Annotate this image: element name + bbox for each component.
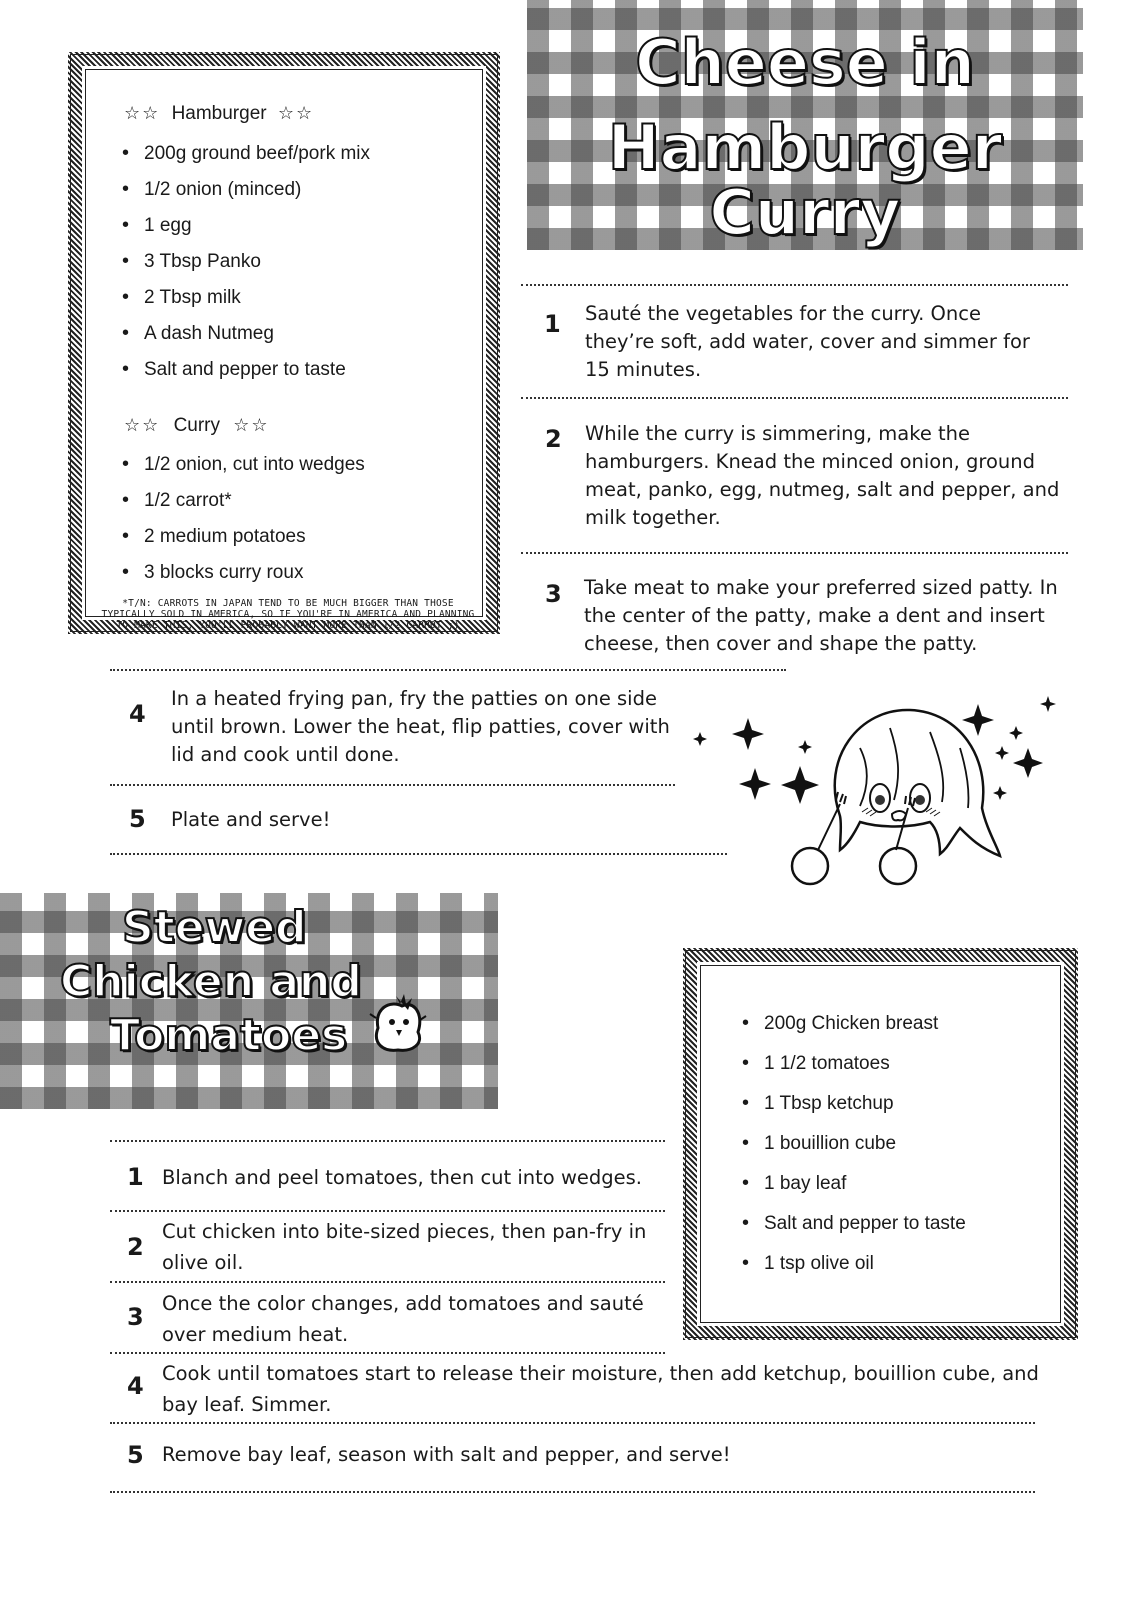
- list-item: • 1 bay leaf: [742, 1174, 966, 1214]
- translator-note: [84, 598, 492, 631]
- curry-step-5-text: Plate and serve!: [171, 808, 331, 831]
- curry-heading-text: Curry: [173, 415, 221, 436]
- chicken-step-3-text: Once the color changes, add tomatoes and sauté over medium heat.: [162, 1292, 644, 1346]
- chicken-step-4-text: Cook until tomatoes start to release their moisture, then add ketchup, bouillion cube, and bay leaf. Simmer.: [162, 1362, 1039, 1416]
- list-item: • 1 tsp olive oil: [742, 1254, 966, 1294]
- curry-step-3-text: Take meat to make your preferred sized patty. In the center of the patty, make a dent and insert cheese, then cover and shape the patty.: [584, 576, 1058, 655]
- hamburger-ingredient-list: [122, 144, 370, 396]
- star-icon: ☆☆: [124, 103, 161, 124]
- chicken-title-line2: Chicken and: [60, 956, 362, 1008]
- list-item: • 1/2 onion, cut into wedges: [122, 455, 365, 491]
- curry-step-4-text: In a heated frying pan, fry the patties on one side until brown. Lower the heat, flip patties, cover with lid and cook until done.: [171, 687, 670, 766]
- chicken-step-3-number: 3: [127, 1303, 144, 1331]
- list-item: • 1 bouillion cube: [742, 1134, 966, 1174]
- chicken-step-4-number: 4: [127, 1372, 144, 1400]
- chicken-step-1-text: Blanch and peel tomatoes, then cut into wedges.: [162, 1166, 642, 1189]
- curry-step-2-text: While the curry is simmering, make the hamburgers. Knead the minced onion, ground meat, panko, egg, nutmeg, salt and pepper, and milk together.: [585, 422, 1060, 529]
- divider: [110, 853, 727, 855]
- list-item: • 200g Chicken breast: [742, 1014, 966, 1054]
- chicken-step-5-number: 5: [127, 1441, 144, 1469]
- chicken-title-line3: Tomatoes: [110, 1010, 348, 1062]
- chicken-title-line1: Stewed: [122, 902, 307, 953]
- divider: [521, 284, 1068, 286]
- curry-title-line2: Hamburger Curry: [607, 111, 1003, 250]
- list-item: • A dash Nutmeg: [122, 324, 370, 360]
- curry-step-5-number: 5: [129, 805, 146, 833]
- curry-section-heading: [124, 415, 270, 437]
- translator-note-line: TYPICALLY SOLD IN AMERICA, SO IF YOU'RE IN AMERICA AND PLANNING: [101, 609, 475, 620]
- divider: [521, 397, 1068, 399]
- curry-step-4-number: 4: [129, 700, 146, 728]
- chicken-title: [60, 902, 370, 1062]
- divider: [110, 669, 786, 671]
- translator-note-line: TO MAKE THIS, YOU'LL PROBABLY WANT MORE THAN 1/2 CARROT ;): [116, 620, 460, 631]
- curry-title-line1: Cheese in: [635, 26, 975, 99]
- divider: [110, 1210, 665, 1212]
- list-item: • 1 Tbsp ketchup: [742, 1094, 966, 1134]
- list-item: • 200g ground beef/pork mix: [122, 144, 370, 180]
- chicken-step-5-text: Remove bay leaf, season with salt and pepper, and serve!: [162, 1443, 731, 1466]
- divider: [521, 552, 1068, 554]
- curry-title: [540, 26, 1070, 250]
- chicken-step-2-number: 2: [127, 1233, 144, 1261]
- curry-step-1-text: Sauté the vegetables for the curry. Once they’re soft, add water, cover and simmer for 15 minutes.: [585, 302, 1030, 381]
- hamburger-heading-text: Hamburger: [171, 103, 267, 124]
- curry-step-1-number: 1: [544, 310, 561, 338]
- chicken-ingredient-list: [742, 1014, 966, 1294]
- list-item: • Salt and pepper to taste: [742, 1214, 966, 1254]
- chicken-mascot-icon: [368, 988, 428, 1058]
- chicken-step-1-number: 1: [127, 1163, 144, 1191]
- star-icon: ☆☆: [124, 415, 161, 436]
- list-item: • 3 blocks curry roux: [122, 563, 365, 599]
- list-item: • Salt and pepper to taste: [122, 360, 370, 396]
- list-item: • 2 medium potatoes: [122, 527, 365, 563]
- list-item: • 3 Tbsp Panko: [122, 252, 370, 288]
- star-icon: ☆☆: [233, 415, 270, 436]
- list-item: • 1 1/2 tomatoes: [742, 1054, 966, 1094]
- list-item: • 1 egg: [122, 216, 370, 252]
- divider: [110, 1422, 1035, 1424]
- sparkle-icon: [693, 696, 1056, 804]
- divider: [110, 1352, 665, 1354]
- divider: [110, 1140, 665, 1142]
- girl-eating-icon: [690, 688, 1070, 888]
- list-item: • 2 Tbsp milk: [122, 288, 370, 324]
- divider: [110, 1281, 665, 1283]
- divider: [110, 784, 675, 786]
- list-item: • 1/2 carrot*: [122, 491, 365, 527]
- curry-ingredient-list: [122, 455, 365, 599]
- translator-note-line: *T/N: CARROTS IN JAPAN TEND TO BE MUCH BIGGER THAN THOSE: [122, 598, 454, 609]
- star-icon: ☆☆: [277, 103, 315, 124]
- list-item: • 1/2 onion (minced): [122, 180, 370, 216]
- curry-step-2-number: 2: [545, 425, 562, 453]
- divider: [110, 1491, 1035, 1493]
- curry-step-3-number: 3: [545, 580, 562, 608]
- chicken-step-2-text: Cut chicken into bite-sized pieces, then pan-fry in olive oil.: [162, 1220, 647, 1274]
- hamburger-section-heading: [124, 103, 314, 125]
